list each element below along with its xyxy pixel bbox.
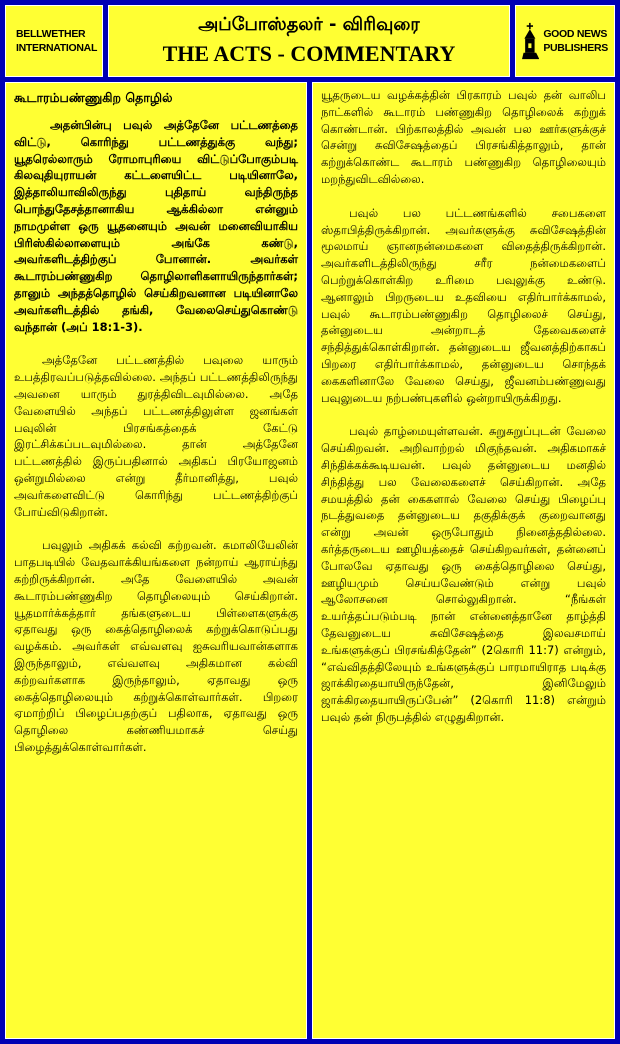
body-paragraph: அத்தேனே பட்டணத்தில் பவுலை யாரும் உபத்திரவப்படுத்தவில்லை. அந்தப் பட்டணத்திலிருந்து அவனை யாரும் துரத்திவிடவுமில்லை. அதே வேளையில் அந்தப் பட்டணத்திலுள்ள ஜனங்கள் பவுலின் பிரசங்கத்தைக் கேட்டு இரட்சிக்கப்படவுமில்லை. தான் அத்தேனே பட்டணத்தில் இருப்பதினால் அதிகப் பிரயோஜனம் ஒன்றுமில்லை என்று தீர்மானித்து, பவுல் அவர்களைவிட்டு கொரிந்து பட்டணத்திற்குப் போய்விடுகிறான். <box>14 353 298 519</box>
right-column <box>312 82 615 1039</box>
page-header <box>108 5 510 77</box>
body-paragraph: பவுல் பல பட்டணங்களில் சபைகளை ஸ்தாபித்திருக்கிறான். அவர்களுக்கு சுவிசேஷத்தின் மூலமாய் ஞானநன்மைகளை விதைத்திருக்கிறான். அவர்களிடத்திலிருந்து சரீர நன்மைகளைப் பெற்றுக்கொள்கிற உரிமை பவுலுக்கு உண்டு. ஆனாலும் பிறருடைய உதவியை எதிர்பார்க்காமல், பவுல் கூடாரம்பண்ணுகிற தொழிலைச் செய்து, தன்னுடைய அன்றாடத் தேவைகளைச் சந்தித்துக்கொள்கிறான். தன்னுடைய ஜீவனத்திற்காகப் பிறரை எதிர்பார்க்காமல், தன்னுடைய சொந்தக் கைகளினாலே வேலை செய்து, ஜீவனம்பண்ணுவது பவுலுடைய நற்பண்புகளில் ஒன்றாயிருக்கிறது. <box>321 205 606 405</box>
logo-name-line2: INTERNATIONAL <box>16 42 98 54</box>
section-title: கூடாரம்பண்ணுகிற தொழில் <box>14 90 173 105</box>
left-column <box>5 82 307 1039</box>
english-title: THE ACTS - COMMENTARY <box>162 41 456 66</box>
tamil-title: அப்போஸ்தலர் - விரிவுரை <box>198 14 420 35</box>
logo-name-line1: GOOD NEWS <box>543 28 608 40</box>
logo-name-line2: PUBLISHERS <box>543 42 608 54</box>
body-paragraph: பவுல் தாழ்மையுள்ளவன். சுறுசுறுப்புடன் வேலை செய்கிறவன். அறிவாற்றல் மிகுந்தவன். அதிகமாகச் சிந்திக்கக்கூடியவன். பவுல் தன்னுடைய மனதில் சிந்தித்து பல வேலைகளைச் செய்கிறான். அதே சமயத்தில் தன் கைகளால் வேலை செய்து பிழைப்பு நடத்துவதை தன்னுடைய தகுதிக்குக் குறைவானது என்று அவன் ஒருபோதும் நினைத்ததில்லை. கர்த்தருடைய ஊழியத்தைச் செய்கிறவர்கள், தன்னைப் போலவே ஏதாவது ஒரு கைத்தொழிலை செய்து, ஊழியமும் செய்யவேண்டும் என்று பவுல் ஆலோசனை சொல்லுகிறான். “நீங்கள் உயர்த்தப்படும்படி நான் என்னைத்தானே தாழ்த்தி தேவனுடைய சுவிசேஷத்தை இலவசமாய் உங்களுக்குப் பிரசங்கித்தேன்” (2கொரி 11:7) என்றும், “எவ்விதத்திலேயும் உங்களுக்குப் பாரமாயிராத படிக்கு ஜாக்கிரதையாயிருந்தேன், இனிமேலும் ஜாக்கிரதையாயிருப்பேன்” (2கொரி 11:8) என்றும் பவுல் தன் நிருபத்தில் எழுதுகிறான். <box>321 424 606 724</box>
good-news-logo <box>515 5 615 77</box>
church-icon <box>522 18 539 64</box>
body-paragraph: யூதருடைய வழக்கத்தின் பிரகாரம் பவுல் தன் வாலிப நாட்களில் கூடாரம் பண்ணுகிற தொழிலைக் கற்றுக் கொண்டான். பிற்காலத்தில் அவன் பல ஊர்களுக்குச் சென்று சுவிசேஷத்தைப் பிரசங்கித்தாலும், தான் கற்றுக்கொண்ட கூடாரம் பண்ணுகிற தொழிலையும் மறந்துவிடவில்லை. <box>321 88 606 186</box>
scripture-paragraph: அதன்பின்பு பவுல் அத்தேனே பட்டணத்தை விட்டு, கொரிந்து பட்டணத்துக்கு வந்து; யூதரெல்லாரும் ரோமாபுரியை விட்டுப்போகும்படி கிலவுதியுராயன் கட்டளையிட்ட படியினாலே, இத்தாலியாவிலிருந்து புதிதாய் வந்திருந்த பொந்துதேசத்தானாகிய ஆக்கில்லா என்னும் நாமமுள்ள ஒரு யூதனையும் அவன் மனைவியாகிய பிரிஸ்கில்லாளையும் அங்கே கண்டு, அவர்களிடத்திற்குப் போனான். அவர்கள் கூடாரம்பண்ணுகிற தொழிலாளிகளாயிருந்தார்கள்; தானும் அந்தத்தொழில் செய்கிறவனான படியினாலே அவர்களிடத்தில் தங்கி, வேலைசெய்துகொண்டு வந்தான் (அப் 18:1-3). <box>14 118 298 334</box>
logo-name-line1: BELLWETHER <box>16 28 86 40</box>
body-paragraph: பவுலும் அதிகக் கல்வி கற்றவன். கமாலியேலின் பாதபடியில் வேதவாக்கியங்களை நன்றாய் ஆராய்ந்து கற்றிருக்கிறான். அதே வேளையில் அவன் கூடாரம்பண்ணுகிற தொழிலையும் செய்கிறான். யூதமார்க்கத்தார் தங்களுடைய பிள்ளைகளுக்கு ஏதாவது ஒரு கைத்தொழிலைக் கற்றுக்கொடுப்பது வழக்கம். அவர்கள் எவ்வளவு ஐசுவரியவான்களாக இருந்தாலும், எவ்வளவு அதிகமான கல்வி கற்றவர்களாக இருந்தாலும், ஏதாவது ஒரு கைத்தொழிலையும் கற்றுக்கொள்வார்கள். பிறரை ஏமாற்றிப் பிழைப்பதற்குப் பதிலாக, ஏதாவது ஒரு தொழிலை கண்ணியமாகச் செய்து பிழைத்துக்கொள்வார்கள். <box>14 538 298 754</box>
bellwether-logo <box>5 5 103 77</box>
